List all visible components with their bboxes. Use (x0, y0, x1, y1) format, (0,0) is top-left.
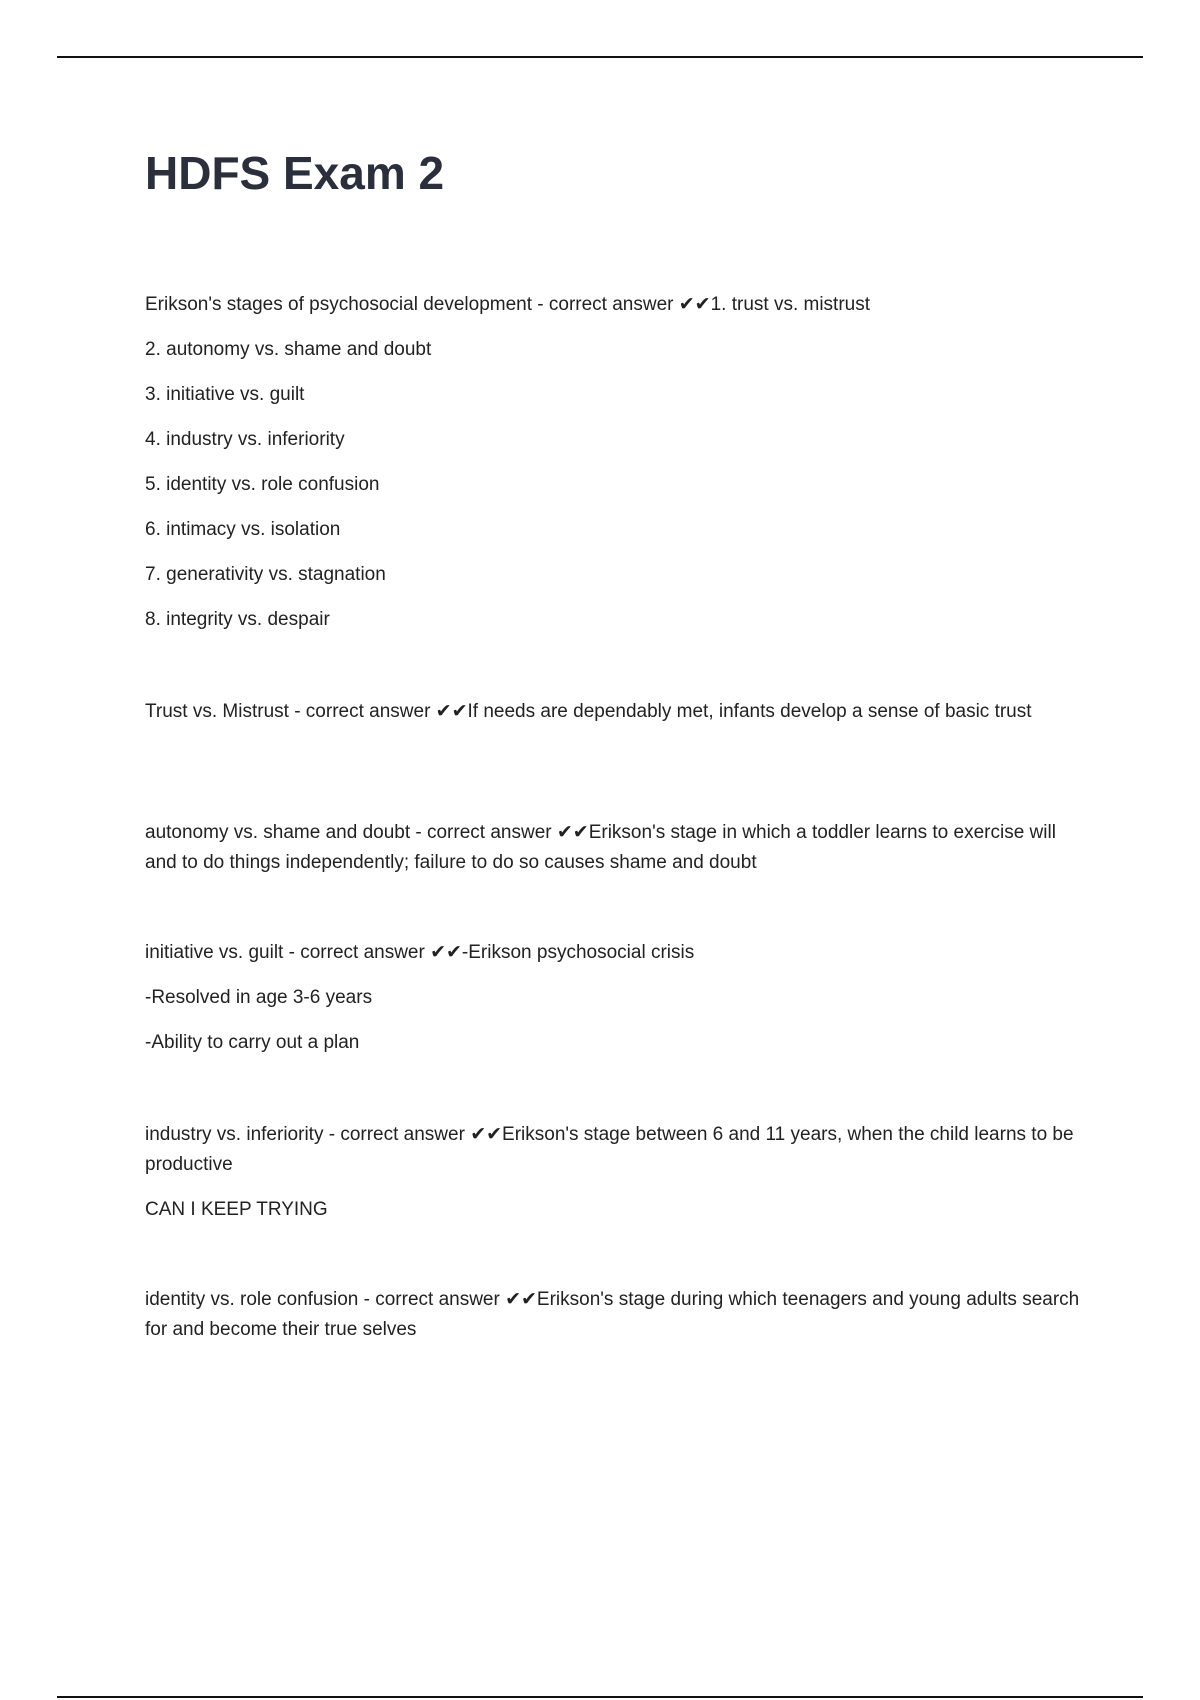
bottom-rule (57, 1696, 1143, 1698)
entry-line: 8. integrity vs. despair (145, 609, 330, 630)
flashcard-identity-vs-role-confusion (145, 1285, 1090, 1360)
entry-line: CAN I KEEP TRYING (145, 1199, 328, 1220)
entry-line: initiative vs. guilt - correct answer ✔✔-Erikson psychosocial crisis (145, 942, 695, 963)
flashcard-erikson-stages (145, 290, 1090, 650)
entry-line: Trust vs. Mistrust - correct answer ✔✔If needs are dependably met, infants develop a sense of basic trust (145, 701, 1032, 722)
entry-line: autonomy vs. shame and doubt - correct answer ✔✔Erikson's stage in which a toddler learns to exercise will and to do things independently; failure to do so causes shame and doubt (145, 822, 1056, 873)
entry-line: identity vs. role confusion - correct answer ✔✔Erikson's stage during which teenagers and young adults search for and become their true selves (145, 1289, 1080, 1340)
flashcard-autonomy-vs-shame (145, 818, 1090, 893)
entry-line: 7. generativity vs. stagnation (145, 564, 386, 585)
entry-line: 5. identity vs. role confusion (145, 474, 380, 495)
entry-line: industry vs. inferiority - correct answer ✔✔Erikson's stage between 6 and 11 years, when the child learns to be productive (145, 1124, 1074, 1175)
flashcard-initiative-vs-guilt (145, 938, 1090, 1073)
entry-line: -Resolved in age 3-6 years (145, 987, 373, 1008)
top-rule (57, 56, 1143, 58)
flashcard-trust-vs-mistrust (145, 697, 1090, 742)
entry-line: 3. initiative vs. guilt (145, 384, 305, 405)
entry-line: Erikson's stages of psychosocial development - correct answer ✔✔1. trust vs. mistrust (145, 294, 871, 315)
entry-line: -Ability to carry out a plan (145, 1032, 360, 1053)
entry-line: 6. intimacy vs. isolation (145, 519, 341, 540)
entry-line: 4. industry vs. inferiority (145, 429, 345, 450)
flashcard-industry-vs-inferiority (145, 1120, 1090, 1240)
document-title: HDFS Exam 2 (145, 147, 445, 199)
entry-line: 2. autonomy vs. shame and doubt (145, 339, 432, 360)
